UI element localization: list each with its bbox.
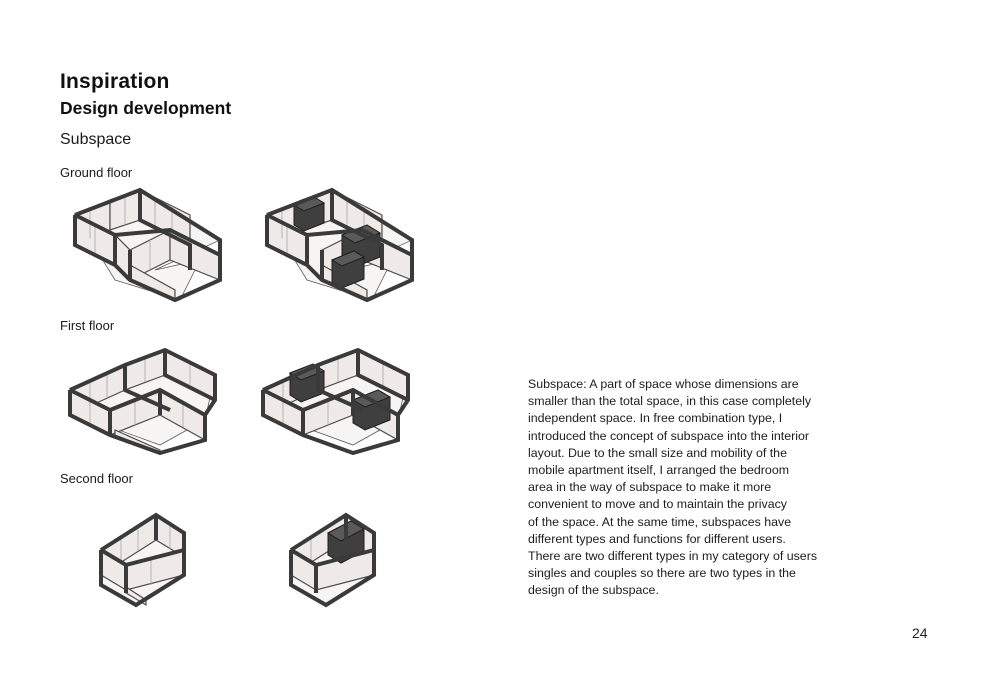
page-title: Inspiration [60,70,170,93]
description-line: convenient to move and to maintain the privacy [528,497,787,512]
description-line: different types and functions for different users. [528,531,786,546]
second-floor-subspace-diagram [286,505,381,610]
subspace-description [528,376,858,600]
description-line: area in the way of subspace to make it more [528,480,772,495]
description-line: Subspace: A part of space whose dimensions are [528,377,799,391]
second-floor-label: Second floor [60,471,133,486]
description-line: of the space. At the same time, subspaces have [528,514,792,529]
first-floor-plain-diagram [65,345,225,455]
description-line: independent space. In free combination type, I [528,411,783,426]
ground-floor-label: Ground floor [60,165,133,180]
second-floor-plain-diagram [96,505,191,610]
page-number: 24 [912,625,928,641]
first-floor-subspace-diagram [258,345,418,455]
description-line: layout. Due to the small size and mobility of the [528,445,787,460]
description-line: introduced the concept of subspace into the interior [528,428,810,443]
first-floor-label: First floor [60,318,115,333]
description-line: singles and couples so there are two types in the [528,566,796,581]
description-line: There are two different types in my category of users [528,549,818,564]
description-line: mobile apartment itself, I arranged the bedroom [528,463,790,478]
page-subtitle: Design development [60,98,232,118]
description-line: design of the subspace. [528,583,659,598]
section-heading: Subspace [60,131,132,148]
ground-floor-plain-diagram [70,185,230,305]
ground-floor-subspace-diagram [262,185,422,305]
description-line: smaller than the total space, in this case completely [528,394,812,409]
